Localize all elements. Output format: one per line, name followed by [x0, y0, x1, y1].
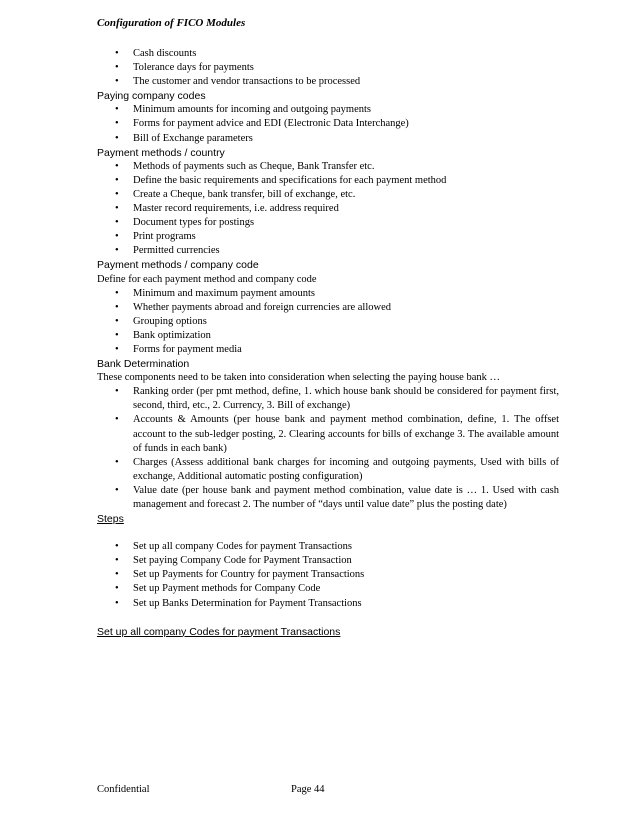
spacer — [97, 611, 559, 625]
paying-company-codes-list — [97, 103, 559, 145]
list-item: • Bank optimization — [97, 329, 559, 343]
list-item: • Accounts & Amounts (per house bank and payment method combination, define, 1. The offset account to the sub-ledger posting, 2. Clearing accounts for bills of exchange 3. The available amount of funds in each bank) — [97, 413, 559, 455]
spacer — [97, 526, 559, 540]
list-item: • Grouping options — [97, 315, 559, 329]
section-title-steps: Steps — [97, 513, 124, 526]
list-item: • Set paying Company Code for Payment Transaction — [97, 554, 559, 568]
list-item: • Minimum amounts for incoming and outgoing payments — [97, 103, 559, 117]
list-item: • Ranking order (per pmt method, define, 1. which house bank should be considered for payment first, second, third, etc., 2. Currency, 3. Bill of exchange) — [97, 385, 559, 413]
list-item: • Set up all company Codes for payment Transactions — [97, 540, 559, 554]
bank-determination-list — [97, 385, 559, 512]
list-item: • Forms for payment advice and EDI (Electronic Data Interchange) — [97, 117, 559, 131]
section-title-final: Set up all company Codes for payment Transactions — [97, 625, 341, 638]
list-item: • Set up Payment methods for Company Code — [97, 582, 559, 596]
steps-list — [97, 540, 559, 610]
list-item: • Tolerance days for payments — [97, 61, 559, 75]
list-item: • Master record requirements, i.e. address required — [97, 202, 559, 216]
payment-methods-company-code-list — [97, 287, 559, 357]
list-item: • Document types for postings — [97, 216, 559, 230]
list-item: • Charges (Assess additional bank charges for incoming and outgoing payments, Used with bills of exchange, Additional automatic posting configuration) — [97, 456, 559, 484]
section-title-payment-methods-country: Payment methods / country — [97, 146, 225, 159]
page-header: Configuration of FICO Modules — [97, 17, 246, 29]
footer-confidential: Confidential — [97, 784, 150, 795]
list-item: • Methods of payments such as Cheque, Bank Transfer etc. — [97, 160, 559, 174]
intro-list — [97, 47, 559, 89]
list-item: • Create a Cheque, bank transfer, bill of exchange, etc. — [97, 188, 559, 202]
section-intro: These components need to be taken into consideration when selecting the paying house bank … — [97, 372, 500, 384]
section-title-bank-determination: Bank Determination — [97, 358, 190, 371]
list-item: • Permitted currencies — [97, 244, 559, 258]
list-item: • Cash discounts — [97, 47, 559, 61]
section-title-payment-methods-company-code: Payment methods / company code — [97, 259, 259, 272]
list-item: • Value date (per house bank and payment method combination, value date is … 1. Used with cash management and forecast 2. The number of “days until value date” plus the posting date) — [97, 484, 559, 512]
list-item: • Minimum and maximum payment amounts — [97, 287, 559, 301]
section-title-paying-company-codes: Paying company codes — [97, 90, 206, 103]
list-item: • Bill of Exchange parameters — [97, 132, 559, 146]
document-body — [97, 47, 559, 639]
list-item: • The customer and vendor transactions to be processed — [97, 75, 559, 89]
list-item: • Forms for payment media — [97, 343, 559, 357]
section-intro: Define for each payment method and company code — [97, 273, 317, 285]
list-item: • Set up Payments for Country for payment Transactions — [97, 568, 559, 582]
list-item: • Set up Banks Determination for Payment Transactions — [97, 597, 559, 611]
list-item: • Print programs — [97, 230, 559, 244]
payment-methods-country-list — [97, 160, 559, 259]
list-item: • Whether payments abroad and foreign currencies are allowed — [97, 301, 559, 315]
footer-page-number: Page 44 — [291, 784, 325, 795]
list-item: • Define the basic requirements and specifications for each payment method — [97, 174, 559, 188]
